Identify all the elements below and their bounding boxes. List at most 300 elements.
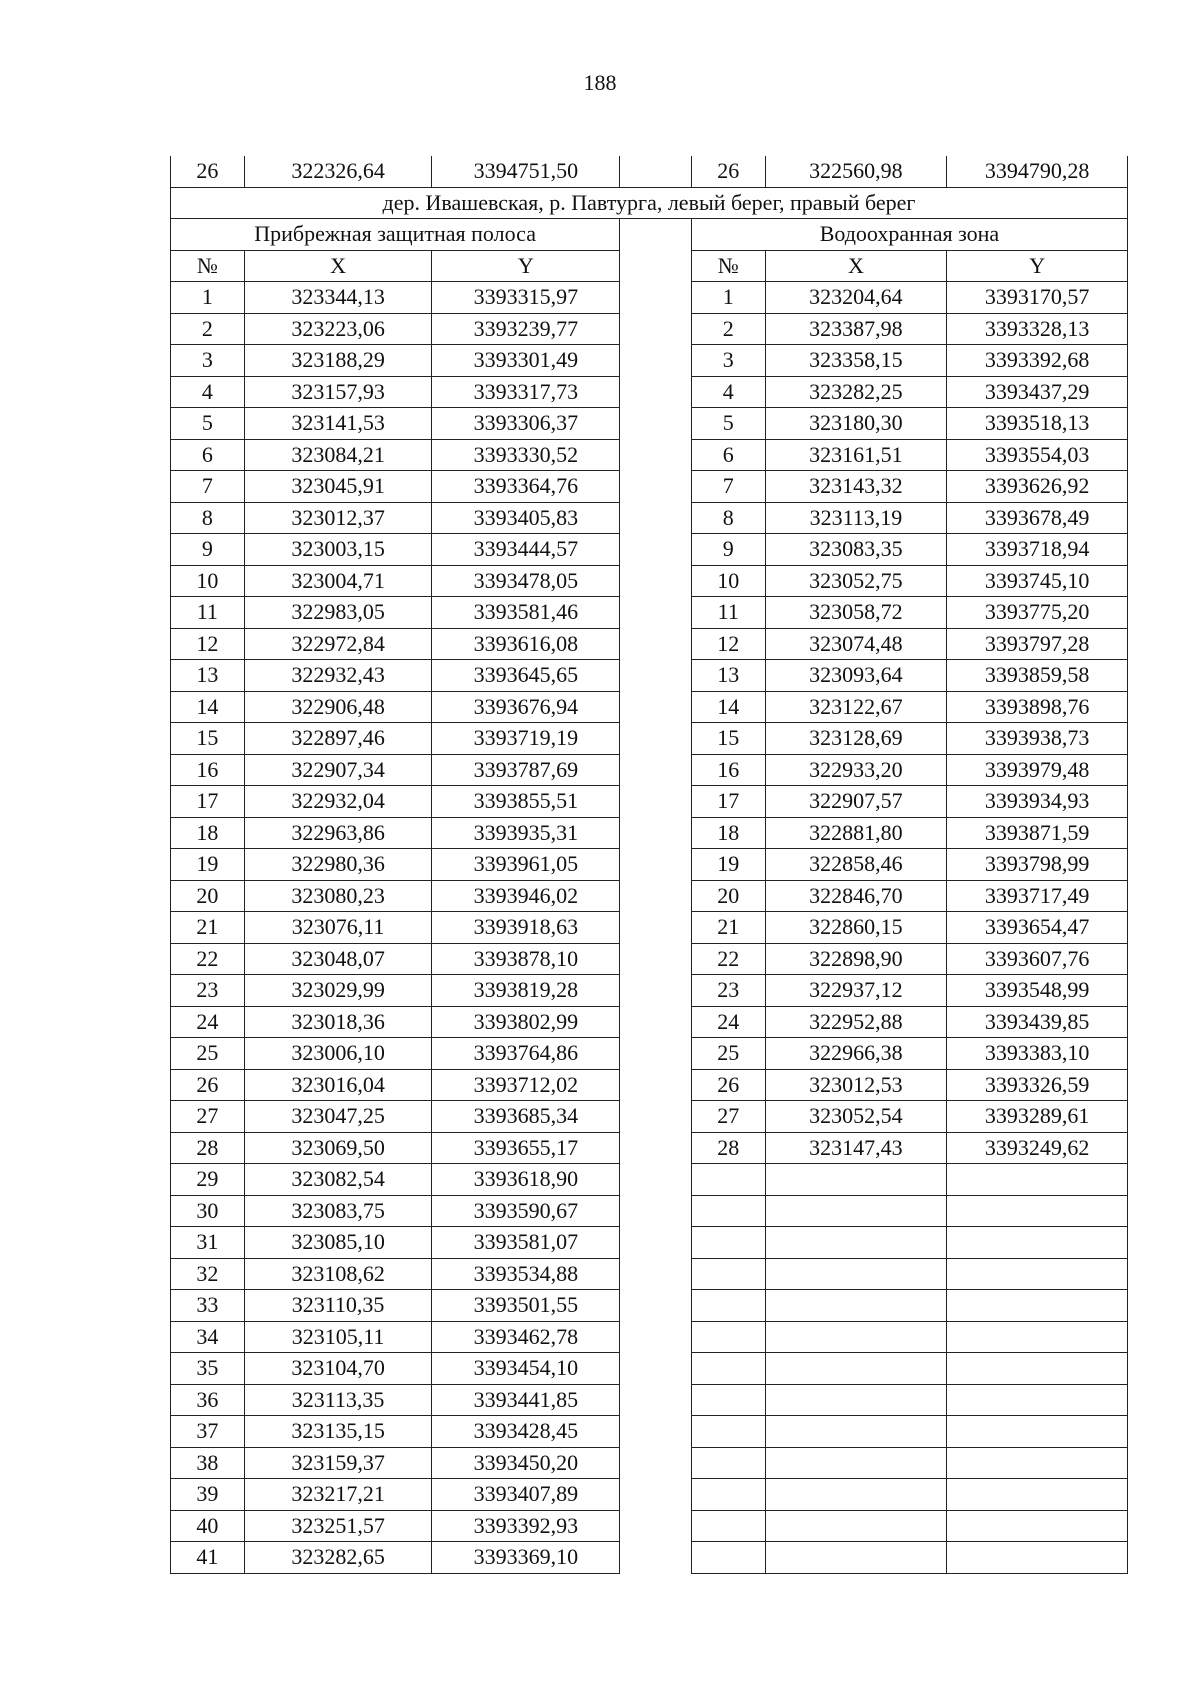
left-y-cell: 3393306,37: [432, 408, 620, 440]
column-gap: [620, 691, 692, 723]
left-y-cell: 3393819,28: [432, 975, 620, 1007]
table-row: [171, 754, 1128, 786]
left-y-cell: 3393918,63: [432, 912, 620, 944]
right-y-cell: [947, 1290, 1128, 1322]
left-num-cell: 22: [171, 943, 245, 975]
column-gap: [620, 849, 692, 881]
left-x-cell: 323085,10: [244, 1227, 432, 1259]
right-num-cell: 10: [691, 565, 765, 597]
right-num-cell: 8: [691, 502, 765, 534]
right-x-cell: 322966,38: [765, 1038, 947, 1070]
right-y-cell: [947, 1447, 1128, 1479]
column-gap: [620, 1006, 692, 1038]
table-row: [171, 660, 1128, 692]
table-row: [171, 1258, 1128, 1290]
left-num-cell: 15: [171, 723, 245, 755]
left-num-cell: 27: [171, 1101, 245, 1133]
right-y-cell: [947, 1416, 1128, 1448]
right-x-cell: [765, 1416, 947, 1448]
left-x-cell: 322932,43: [244, 660, 432, 692]
coordinates-table: [170, 156, 1128, 1574]
left-num-cell: 39: [171, 1479, 245, 1511]
left-x-cell: 323135,15: [244, 1416, 432, 1448]
left-num-cell: 20: [171, 880, 245, 912]
left-y-cell: 3393618,90: [432, 1164, 620, 1196]
right-y-cell: [947, 1542, 1128, 1574]
column-gap: [620, 1038, 692, 1070]
right-y-cell: 3393626,92: [947, 471, 1128, 503]
left-num-cell: 1: [171, 282, 245, 314]
column-gap: [620, 250, 692, 282]
column-gap: [620, 943, 692, 975]
table-row: [171, 1132, 1128, 1164]
left-y-cell: 3393478,05: [432, 565, 620, 597]
column-gap: [620, 1227, 692, 1259]
table-row: [171, 1542, 1128, 1574]
right-y-cell: 3393934,93: [947, 786, 1128, 818]
left-x-cell: 323016,04: [244, 1069, 432, 1101]
table-row: [171, 1416, 1128, 1448]
right-x-cell: 323122,67: [765, 691, 947, 723]
left-y-cell: 3393364,76: [432, 471, 620, 503]
left-num-cell: 36: [171, 1384, 245, 1416]
left-x-cell: 323188,29: [244, 345, 432, 377]
right-x-cell: 323074,48: [765, 628, 947, 660]
right-header-x: X: [765, 250, 947, 282]
table-row: [171, 313, 1128, 345]
left-num-cell: 12: [171, 628, 245, 660]
right-y-cell: 3393328,13: [947, 313, 1128, 345]
column-gap: [620, 376, 692, 408]
left-y-cell: 3393428,45: [432, 1416, 620, 1448]
right-x-cell: 323113,19: [765, 502, 947, 534]
left-y-cell: 3393369,10: [432, 1542, 620, 1574]
right-x-cell: [765, 1290, 947, 1322]
right-y-cell: [947, 1384, 1128, 1416]
table-row: [171, 912, 1128, 944]
column-gap: [620, 219, 692, 251]
left-x-cell: 323003,15: [244, 534, 432, 566]
right-y-cell: 3393678,49: [947, 502, 1128, 534]
right-num-cell: 21: [691, 912, 765, 944]
right-x-cell: 322898,90: [765, 943, 947, 975]
left-x-cell: 323012,37: [244, 502, 432, 534]
left-y-cell: 3393239,77: [432, 313, 620, 345]
right-y-cell: 3393859,58: [947, 660, 1128, 692]
table-row: [171, 565, 1128, 597]
right-num-cell: 19: [691, 849, 765, 881]
left-x-cell: 323084,21: [244, 439, 432, 471]
left-x-cell: 323083,75: [244, 1195, 432, 1227]
left-x-cell: 323157,93: [244, 376, 432, 408]
right-num-cell: 18: [691, 817, 765, 849]
column-gap: [620, 786, 692, 818]
table-row: [171, 1479, 1128, 1511]
column-gap: [620, 1101, 692, 1133]
left-x-cell: 322906,48: [244, 691, 432, 723]
left-y-cell: 3393935,31: [432, 817, 620, 849]
table-row: [171, 1038, 1128, 1070]
left-num-cell: 13: [171, 660, 245, 692]
left-num-cell: 41: [171, 1542, 245, 1574]
left-x-cell: 322897,46: [244, 723, 432, 755]
right-y-cell: [947, 1353, 1128, 1385]
left-x-cell: 323141,53: [244, 408, 432, 440]
right-num-cell: [691, 1447, 765, 1479]
right-x-cell: 322937,12: [765, 975, 947, 1007]
right-num-cell: 16: [691, 754, 765, 786]
column-gap: [620, 1479, 692, 1511]
left-x-cell: 323045,91: [244, 471, 432, 503]
right-x-cell: 323058,72: [765, 597, 947, 629]
left-y-cell: 3393454,10: [432, 1353, 620, 1385]
right-y-cell: 3393383,10: [947, 1038, 1128, 1070]
right-num-cell: [691, 1542, 765, 1574]
column-gap: [620, 912, 692, 944]
left-num-cell: 4: [171, 376, 245, 408]
left-num-cell: 18: [171, 817, 245, 849]
left-y-cell: 3393764,86: [432, 1038, 620, 1070]
table-row: [171, 471, 1128, 503]
right-header-num: №: [691, 250, 765, 282]
right-header-y: Y: [947, 250, 1128, 282]
right-y-cell: [947, 1321, 1128, 1353]
table-row: [171, 723, 1128, 755]
right-num-cell: [691, 1164, 765, 1196]
left-x-cell: 323282,65: [244, 1542, 432, 1574]
left-x-cell: 323223,06: [244, 313, 432, 345]
left-x-cell: 323080,23: [244, 880, 432, 912]
left-num-cell: 26: [171, 1069, 245, 1101]
right-x-cell: [765, 1384, 947, 1416]
table-row: [171, 1006, 1128, 1038]
column-gap: [620, 1290, 692, 1322]
left-num-cell: 23: [171, 975, 245, 1007]
right-num-cell: [691, 1195, 765, 1227]
right-x-cell: 322846,70: [765, 880, 947, 912]
right-num-cell: 24: [691, 1006, 765, 1038]
table-row: [171, 1510, 1128, 1542]
right-y-cell: 3393898,76: [947, 691, 1128, 723]
left-num-cell: 26: [171, 156, 245, 187]
left-table-title: Прибрежная защитная полоса: [171, 219, 620, 251]
left-num-cell: 31: [171, 1227, 245, 1259]
left-num-cell: 32: [171, 1258, 245, 1290]
left-y-cell: 3393590,67: [432, 1195, 620, 1227]
left-x-cell: 323047,25: [244, 1101, 432, 1133]
column-gap: [620, 1542, 692, 1574]
left-x-cell: 323076,11: [244, 912, 432, 944]
right-y-cell: 3393439,85: [947, 1006, 1128, 1038]
right-num-cell: 28: [691, 1132, 765, 1164]
right-y-cell: 3393554,03: [947, 439, 1128, 471]
table-row: [171, 1101, 1128, 1133]
left-num-cell: 10: [171, 565, 245, 597]
right-x-cell: [765, 1195, 947, 1227]
left-num-cell: 11: [171, 597, 245, 629]
right-y-cell: 3393797,28: [947, 628, 1128, 660]
column-gap: [620, 597, 692, 629]
left-y-cell: 3393392,93: [432, 1510, 620, 1542]
column-gap: [620, 754, 692, 786]
right-num-cell: 3: [691, 345, 765, 377]
right-y-cell: 3393979,48: [947, 754, 1128, 786]
right-num-cell: 22: [691, 943, 765, 975]
left-num-cell: 29: [171, 1164, 245, 1196]
column-gap: [620, 1164, 692, 1196]
left-x-cell: 323251,57: [244, 1510, 432, 1542]
right-num-cell: 2: [691, 313, 765, 345]
section-title: дер. Ивашевская, р. Павтурга, левый берег, правый берег: [171, 187, 1128, 219]
left-num-cell: 28: [171, 1132, 245, 1164]
column-gap: [620, 313, 692, 345]
left-y-cell: 3393444,57: [432, 534, 620, 566]
right-x-cell: 322560,98: [765, 156, 947, 187]
right-num-cell: 27: [691, 1101, 765, 1133]
right-y-cell: 3393249,62: [947, 1132, 1128, 1164]
left-y-cell: 3393676,94: [432, 691, 620, 723]
table-row: [171, 439, 1128, 471]
left-x-cell: 323069,50: [244, 1132, 432, 1164]
left-num-cell: 24: [171, 1006, 245, 1038]
right-x-cell: [765, 1258, 947, 1290]
right-x-cell: 323052,75: [765, 565, 947, 597]
left-num-cell: 6: [171, 439, 245, 471]
left-num-cell: 17: [171, 786, 245, 818]
left-num-cell: 35: [171, 1353, 245, 1385]
table-row: [171, 1069, 1128, 1101]
right-num-cell: 9: [691, 534, 765, 566]
right-y-cell: 3393326,59: [947, 1069, 1128, 1101]
left-x-cell: 323217,21: [244, 1479, 432, 1511]
right-y-cell: 3393775,20: [947, 597, 1128, 629]
right-x-cell: 323204,64: [765, 282, 947, 314]
left-x-cell: 323159,37: [244, 1447, 432, 1479]
left-x-cell: 322963,86: [244, 817, 432, 849]
left-num-cell: 40: [171, 1510, 245, 1542]
left-x-cell: 322326,64: [244, 156, 432, 187]
table-row: [171, 156, 1128, 187]
right-x-cell: 323093,64: [765, 660, 947, 692]
right-x-cell: [765, 1479, 947, 1511]
right-y-cell: 3393548,99: [947, 975, 1128, 1007]
right-y-cell: 3393437,29: [947, 376, 1128, 408]
right-y-cell: 3393289,61: [947, 1101, 1128, 1133]
right-x-cell: [765, 1164, 947, 1196]
column-gap: [620, 1132, 692, 1164]
right-num-cell: 23: [691, 975, 765, 1007]
left-y-cell: 3393462,78: [432, 1321, 620, 1353]
right-x-cell: 322952,88: [765, 1006, 947, 1038]
right-num-cell: [691, 1258, 765, 1290]
left-x-cell: 323104,70: [244, 1353, 432, 1385]
column-gap: [620, 1416, 692, 1448]
left-x-cell: 322983,05: [244, 597, 432, 629]
left-y-cell: 3393946,02: [432, 880, 620, 912]
left-x-cell: 323105,11: [244, 1321, 432, 1353]
left-num-cell: 33: [171, 1290, 245, 1322]
table-body: [171, 156, 1128, 1573]
right-num-cell: [691, 1416, 765, 1448]
left-y-cell: 3393855,51: [432, 786, 620, 818]
table-row: [171, 345, 1128, 377]
column-gap: [620, 1353, 692, 1385]
left-y-cell: 3393534,88: [432, 1258, 620, 1290]
left-y-cell: 3394751,50: [432, 156, 620, 187]
left-y-cell: 3393501,55: [432, 1290, 620, 1322]
right-x-cell: 322858,46: [765, 849, 947, 881]
left-y-cell: 3393655,17: [432, 1132, 620, 1164]
column-gap: [620, 565, 692, 597]
table-row: [171, 943, 1128, 975]
right-y-cell: 3393798,99: [947, 849, 1128, 881]
right-x-cell: [765, 1353, 947, 1385]
column-gap: [620, 282, 692, 314]
table-row: [171, 1353, 1128, 1385]
left-num-cell: 38: [171, 1447, 245, 1479]
table-row: [171, 1227, 1128, 1259]
left-num-cell: 30: [171, 1195, 245, 1227]
right-x-cell: [765, 1321, 947, 1353]
right-x-cell: 322881,80: [765, 817, 947, 849]
table-row: [171, 691, 1128, 723]
left-num-cell: 14: [171, 691, 245, 723]
right-y-cell: 3393718,94: [947, 534, 1128, 566]
right-y-cell: [947, 1479, 1128, 1511]
right-y-cell: [947, 1510, 1128, 1542]
left-y-cell: 3393712,02: [432, 1069, 620, 1101]
right-num-cell: 1: [691, 282, 765, 314]
right-num-cell: [691, 1321, 765, 1353]
table-row: [171, 597, 1128, 629]
column-gap: [620, 471, 692, 503]
right-x-cell: 323012,53: [765, 1069, 947, 1101]
left-y-cell: 3393878,10: [432, 943, 620, 975]
left-y-cell: 3393407,89: [432, 1479, 620, 1511]
right-x-cell: 323180,30: [765, 408, 947, 440]
right-num-cell: 20: [691, 880, 765, 912]
right-x-cell: 323282,25: [765, 376, 947, 408]
right-num-cell: 15: [691, 723, 765, 755]
right-x-cell: 322907,57: [765, 786, 947, 818]
left-y-cell: 3393315,97: [432, 282, 620, 314]
table-row: [171, 1195, 1128, 1227]
page-number: 188: [583, 70, 617, 95]
left-y-cell: 3393719,19: [432, 723, 620, 755]
table-row: [171, 880, 1128, 912]
left-x-cell: 323082,54: [244, 1164, 432, 1196]
right-x-cell: 322860,15: [765, 912, 947, 944]
column-gap: [620, 439, 692, 471]
left-y-cell: 3393616,08: [432, 628, 620, 660]
column-gap: [620, 628, 692, 660]
table-row: [171, 1164, 1128, 1196]
right-x-cell: 323387,98: [765, 313, 947, 345]
table-row: [171, 975, 1128, 1007]
column-gap: [620, 1258, 692, 1290]
left-x-cell: 323006,10: [244, 1038, 432, 1070]
right-num-cell: [691, 1510, 765, 1542]
left-y-cell: 3393961,05: [432, 849, 620, 881]
left-x-cell: 323048,07: [244, 943, 432, 975]
left-x-cell: 323110,35: [244, 1290, 432, 1322]
left-x-cell: 323004,71: [244, 565, 432, 597]
left-header-x: X: [244, 250, 432, 282]
right-x-cell: 323052,54: [765, 1101, 947, 1133]
right-x-cell: 322933,20: [765, 754, 947, 786]
table-row: [171, 408, 1128, 440]
right-y-cell: [947, 1227, 1128, 1259]
column-gap: [620, 534, 692, 566]
column-gap: [620, 502, 692, 534]
right-y-cell: 3393392,68: [947, 345, 1128, 377]
right-y-cell: 3393607,76: [947, 943, 1128, 975]
right-table-title: Водоохранная зона: [691, 219, 1127, 251]
left-num-cell: 37: [171, 1416, 245, 1448]
column-gap: [620, 1321, 692, 1353]
right-x-cell: 323128,69: [765, 723, 947, 755]
right-num-cell: [691, 1290, 765, 1322]
right-y-cell: 3393871,59: [947, 817, 1128, 849]
column-gap: [620, 817, 692, 849]
left-x-cell: 323344,13: [244, 282, 432, 314]
left-x-cell: 323029,99: [244, 975, 432, 1007]
table-row: [171, 534, 1128, 566]
left-num-cell: 19: [171, 849, 245, 881]
right-num-cell: 14: [691, 691, 765, 723]
left-y-cell: 3393802,99: [432, 1006, 620, 1038]
column-gap: [620, 156, 692, 187]
left-x-cell: 322980,36: [244, 849, 432, 881]
right-y-cell: 3393518,13: [947, 408, 1128, 440]
right-y-cell: 3393717,49: [947, 880, 1128, 912]
right-y-cell: 3393745,10: [947, 565, 1128, 597]
left-num-cell: 34: [171, 1321, 245, 1353]
left-y-cell: 3393441,85: [432, 1384, 620, 1416]
right-y-cell: [947, 1164, 1128, 1196]
left-num-cell: 16: [171, 754, 245, 786]
table-row: [171, 376, 1128, 408]
right-x-cell: [765, 1447, 947, 1479]
right-num-cell: 6: [691, 439, 765, 471]
section-title-row: [171, 187, 1128, 219]
left-num-cell: 21: [171, 912, 245, 944]
table-row: [171, 282, 1128, 314]
table-row: [171, 502, 1128, 534]
left-x-cell: 323113,35: [244, 1384, 432, 1416]
column-gap: [620, 723, 692, 755]
left-y-cell: 3393405,83: [432, 502, 620, 534]
right-x-cell: 323147,43: [765, 1132, 947, 1164]
right-num-cell: 4: [691, 376, 765, 408]
table-row: [171, 628, 1128, 660]
right-num-cell: [691, 1353, 765, 1385]
table-row: [171, 1384, 1128, 1416]
left-num-cell: 2: [171, 313, 245, 345]
left-num-cell: 3: [171, 345, 245, 377]
column-gap: [620, 975, 692, 1007]
right-num-cell: 26: [691, 156, 765, 187]
right-x-cell: [765, 1510, 947, 1542]
left-num-cell: 7: [171, 471, 245, 503]
column-gap: [620, 1069, 692, 1101]
right-num-cell: 25: [691, 1038, 765, 1070]
column-gap: [620, 880, 692, 912]
left-y-cell: 3393581,46: [432, 597, 620, 629]
left-y-cell: 3393645,65: [432, 660, 620, 692]
left-num-cell: 25: [171, 1038, 245, 1070]
column-gap: [620, 1195, 692, 1227]
